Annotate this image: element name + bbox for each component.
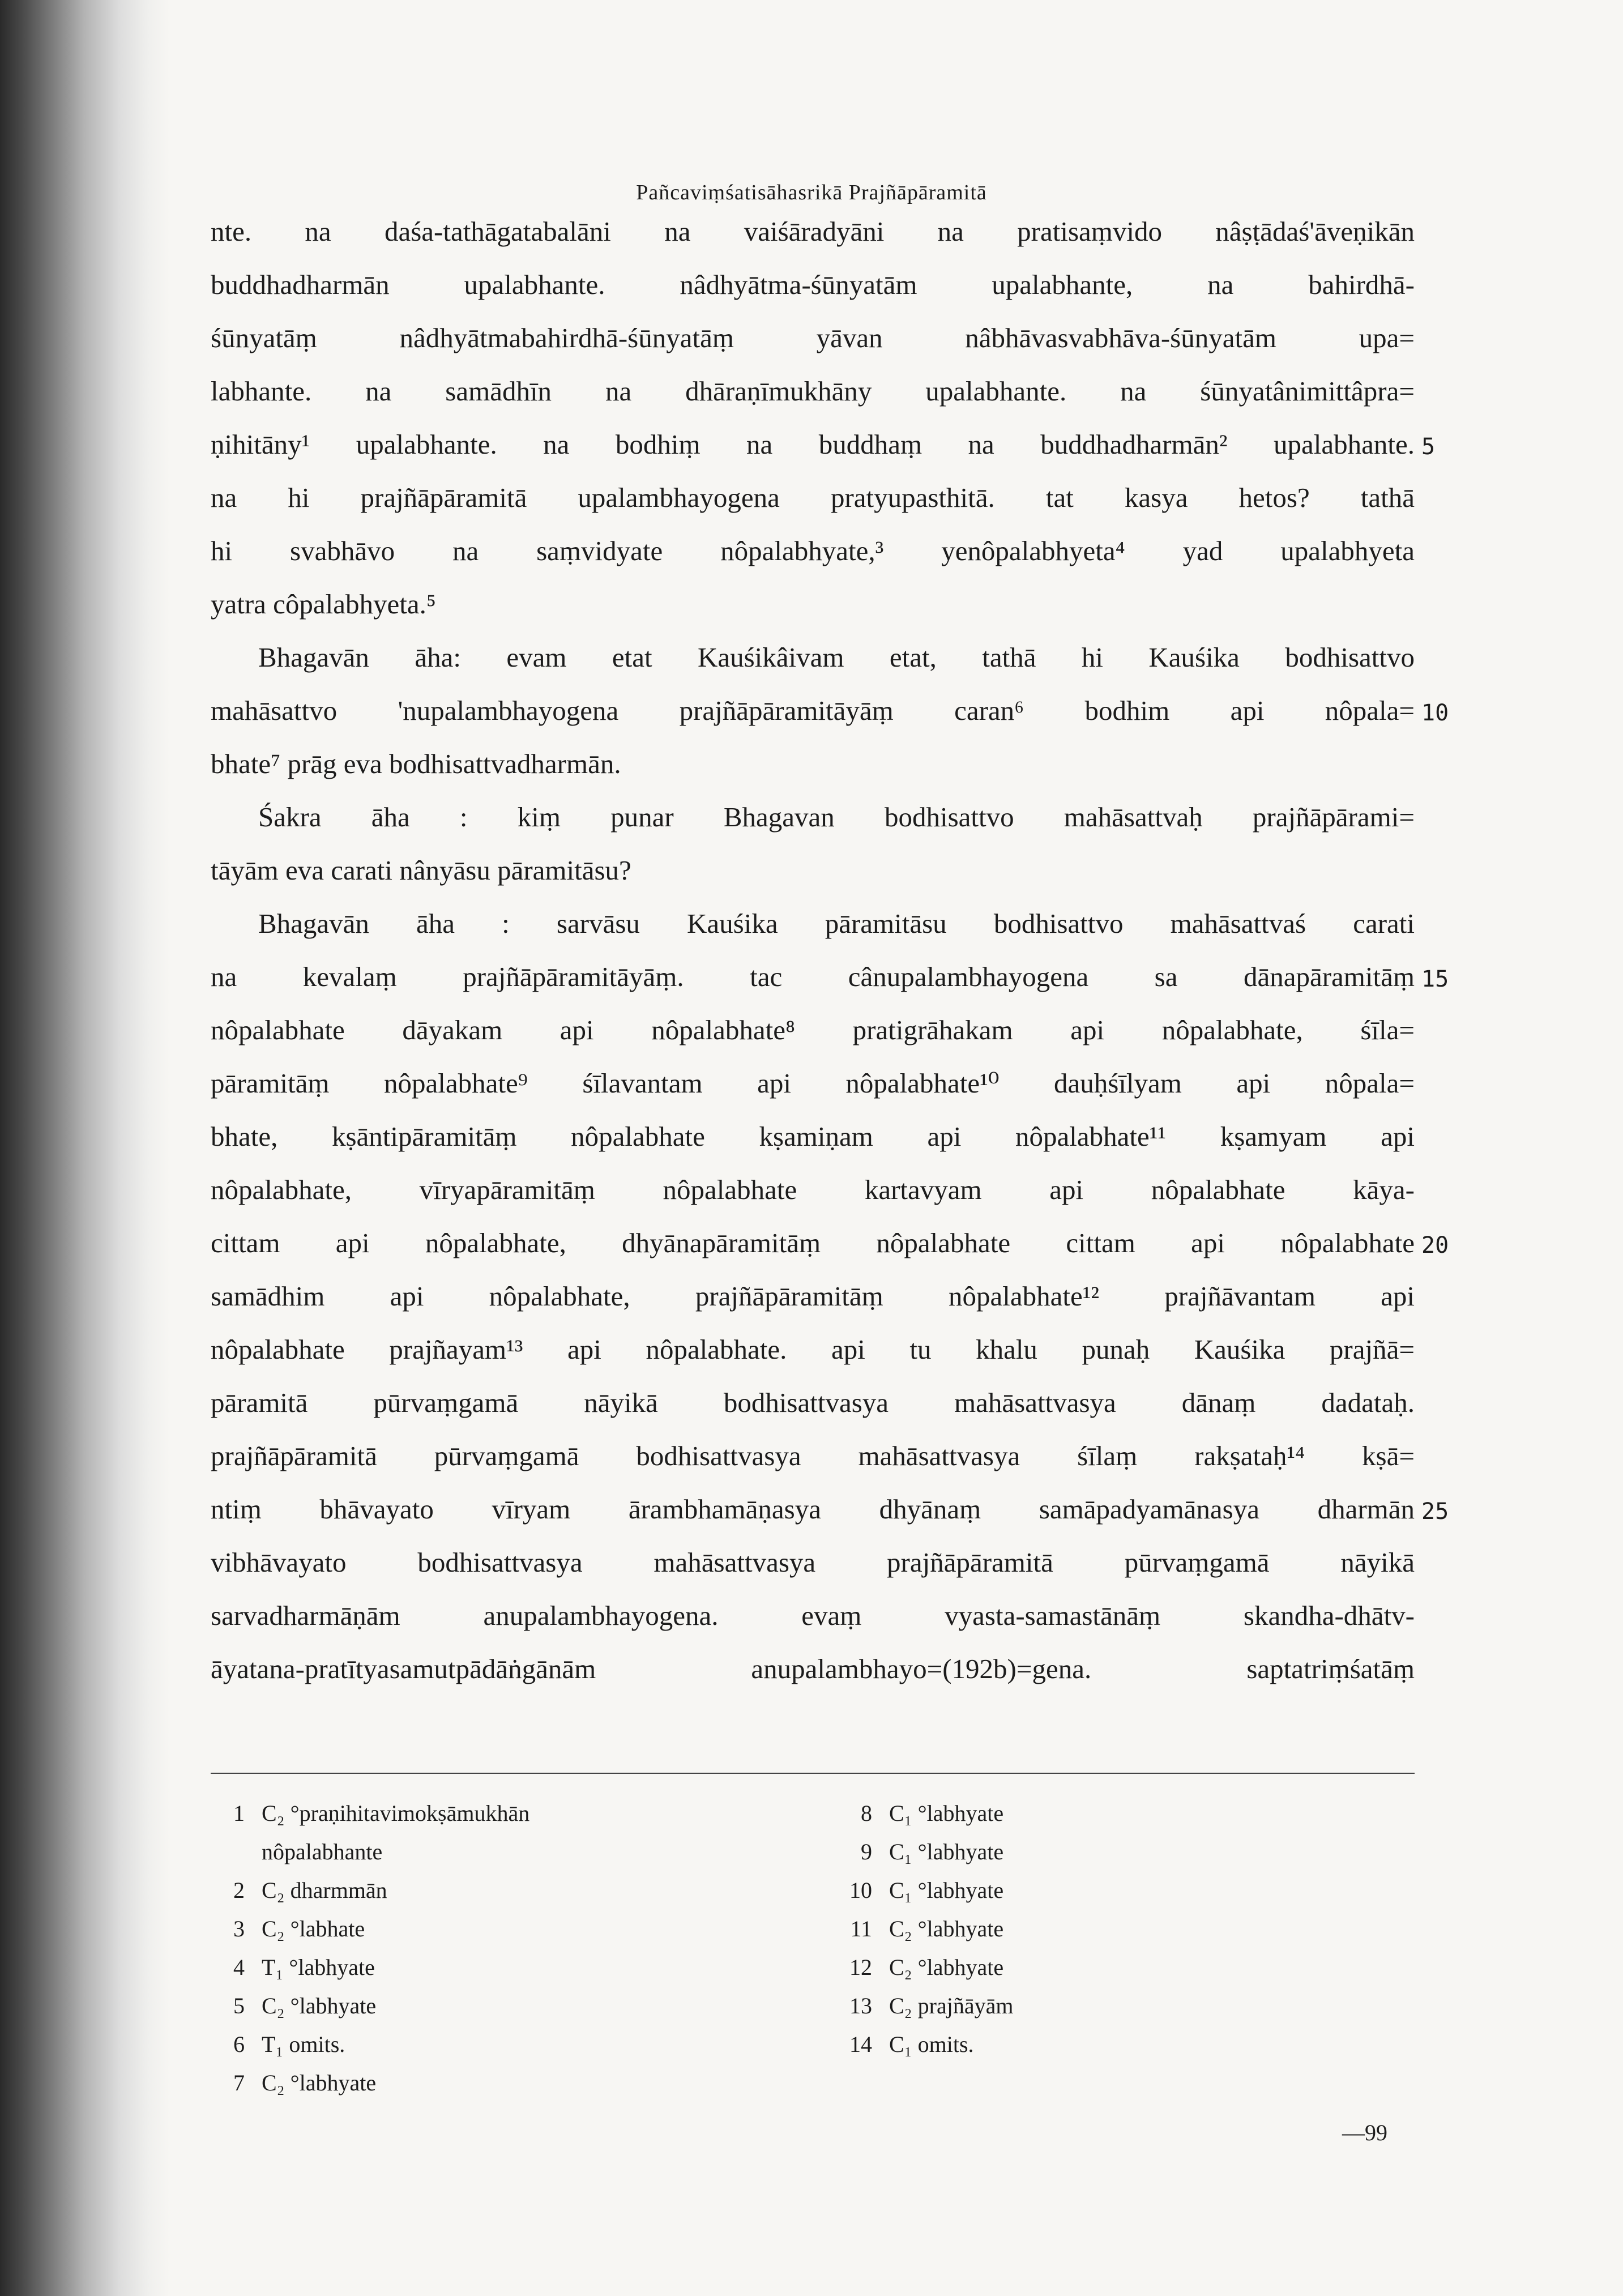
body-line: nôpalabhate, vīryapāramitāṃ nôpalabhate kartavyam api nôpalabhate kāya- — [211, 1174, 1415, 1205]
body-line: pāramitā pūrvaṃgamā nāyikā bodhisattvasya mahāsattvasya dānaṃ dadataḥ. — [211, 1387, 1415, 1418]
footnote-text: C₂ °labhyate — [262, 2070, 377, 2096]
body-line: na hi prajñāpāramitā upalambhayogena pratyupasthitā. tat kasya hetos? tathā — [211, 482, 1415, 513]
footnote-text: nôpalabhante — [262, 1839, 383, 1864]
body-line: labhante. na samādhīn na dhāraṇīmukhāny upalabhante. na śūnyatânimittâpra= — [211, 375, 1415, 407]
footnote — [211, 2069, 376, 2096]
body-line: buddhadharmān upalabhante. nâdhyātma-śūnyatām upalabhante, na bahirdhā- — [211, 269, 1415, 300]
footnote — [838, 1877, 1003, 1904]
line-number: 15 — [1421, 966, 1449, 992]
line-number: 10 — [1421, 700, 1449, 726]
footnote — [838, 1915, 1003, 1942]
footnote — [211, 2031, 345, 2058]
body-line: cittam api nôpalabhate, dhyānapāramitāṃ nôpalabhate cittam api nôpalabhate — [211, 1227, 1415, 1258]
footnote-number: 5 — [233, 1993, 245, 2018]
footnote-text: C₂ °praṇihitavimokṣāmukhān — [262, 1800, 530, 1826]
footnote-number: 10 — [849, 1877, 872, 1903]
footnote-text: C₁ °labhyate — [889, 1800, 1004, 1826]
line-number: 25 — [1421, 1499, 1449, 1525]
footnote-number: 8 — [861, 1800, 872, 1826]
footnote — [838, 1838, 1003, 1865]
footnote — [838, 1800, 1003, 1826]
footnote — [838, 1954, 1003, 1981]
footnote-text: C₁ omits. — [889, 2032, 974, 2057]
footnote-number: 12 — [849, 1954, 872, 1980]
body-line: mahāsattvo 'nupalambhayogena prajñāpāramitāyāṃ caran⁶ bodhim api nôpala= — [211, 695, 1415, 726]
footnote-text: C₂ dharmmān — [262, 1877, 387, 1903]
body-line: samādhim api nôpalabhate, prajñāpāramitāṃ nôpalabhate¹² prajñāvantam api — [211, 1281, 1415, 1312]
footnote-number: 2 — [233, 1877, 245, 1903]
body-line: nôpalabhate prajñayam¹³ api nôpalabhate. api tu khalu punaḥ Kauśika prajñā= — [211, 1334, 1415, 1365]
footnote-number: 1 — [233, 1800, 245, 1826]
footnote — [211, 1800, 529, 1826]
body-line: yatra côpalabhyeta.⁵ — [211, 588, 436, 620]
body-line: āyatana-pratītyasamutpādāṅgānām anupalambhayo=(192b)=gena. saptatriṃśatāṃ — [211, 1653, 1415, 1684]
running-head: Pañcaviṃśatisāhasrikā Prajñāpāramitā — [636, 181, 987, 204]
footnote-text: C₂ °labhyate — [262, 1993, 377, 2018]
footnote-text: C₁ °labhyate — [889, 1877, 1004, 1903]
footnote — [211, 1915, 365, 1942]
footnote-number: 13 — [849, 1993, 872, 2018]
body-line: sarvadharmāṇām anupalambhayogena. evaṃ vyasta-samastānāṃ skandha-dhātv- — [211, 1600, 1415, 1631]
body-line: prajñāpāramitā pūrvaṃgamā bodhisattvasya mahāsattvasya śīlaṃ rakṣataḥ¹⁴ kṣā= — [211, 1440, 1415, 1471]
footnote-number: 14 — [849, 2032, 872, 2057]
footnote-text: C₂ °labhyate — [889, 1954, 1004, 1980]
body-line: hi svabhāvo na saṃvidyate nôpalabhyate,³ yenôpalabhyeta⁴ yad upalabhyeta — [211, 535, 1415, 566]
footnote — [211, 1954, 375, 1981]
body-line: nte. na daśa-tathāgatabalāni na vaiśāradyāni na pratisaṃvido nâṣṭādaś'āveṇikān — [211, 216, 1415, 247]
footnote-text: C₂ °labhate — [262, 1916, 365, 1941]
footnote-number: 11 — [850, 1916, 872, 1941]
body-line: Bhagavān āha: evam etat Kauśikâivam etat, tathā hi Kauśika bodhisattvo — [258, 642, 1415, 673]
line-number: 20 — [1421, 1232, 1449, 1258]
footnote-text: C₁ °labhyate — [889, 1839, 1004, 1864]
footnote-text: C₂ prajñāyām — [889, 1993, 1014, 2018]
body-line: tāyām eva carati nânyāsu pāramitāsu? — [211, 855, 631, 886]
footnote-number: 6 — [233, 2032, 245, 2057]
footnote — [211, 1838, 382, 1865]
body-line: pāramitāṃ nôpalabhate⁹ śīlavantam api nôpalabhate¹⁰ dauḥśīlyam api nôpala= — [211, 1068, 1415, 1099]
body-line: Bhagavān āha : sarvāsu Kauśika pāramitāsu bodhisattvo mahāsattvaś carati — [258, 908, 1415, 939]
footnote-number: 4 — [233, 1954, 245, 1980]
body-line: bhate, kṣāntipāramitāṃ nôpalabhate kṣamiṇam api nôpalabhate¹¹ kṣamyam api — [211, 1121, 1415, 1152]
body-line: śūnyatāṃ nâdhyātmabahirdhā-śūnyatāṃ yāvan nâbhāvasvabhāva-śūnyatām upa= — [211, 322, 1415, 353]
body-line: vibhāvayato bodhisattvasya mahāsattvasya prajñāpāramitā pūrvaṃgamā nāyikā — [211, 1547, 1415, 1578]
page-number: —99 — [1342, 2120, 1387, 2145]
footnote — [211, 1992, 376, 2019]
footnote — [211, 1877, 387, 1904]
footnote-number: 3 — [233, 1916, 245, 1941]
body-line: bhate⁷ prāg eva bodhisattvadharmān. — [211, 748, 621, 779]
footnote — [838, 2031, 974, 2058]
footnote — [838, 1992, 1013, 2019]
footnote-number: 7 — [233, 2070, 245, 2096]
footnote-text: T₁ °labhyate — [262, 1954, 375, 1980]
footnote-text: C₂ °labhyate — [889, 1916, 1004, 1941]
body-line: Śakra āha : kiṃ punar Bhagavan bodhisattvo mahāsattvaḥ prajñāpārami= — [258, 801, 1415, 833]
body-line: ṇihitāny¹ upalabhante. na bodhiṃ na buddhaṃ na buddhadharmān² upalabhante. — [211, 429, 1415, 460]
body-line: ntiṃ bhāvayato vīryam ārambhamāṇasya dhyānaṃ samāpadyamānasya dharmān — [211, 1493, 1415, 1525]
body-line: na kevalaṃ prajñāpāramitāyāṃ. tac cânupalambhayogena sa dānapāramitāṃ — [211, 961, 1415, 992]
footnote-rule — [211, 1773, 1415, 1774]
body-line: nôpalabhate dāyakam api nôpalabhate⁸ pratigrāhakam api nôpalabhate, śīla= — [211, 1014, 1415, 1045]
line-number: 5 — [1421, 434, 1436, 460]
footnote-text: T₁ omits. — [262, 2032, 345, 2057]
footnote-number: 9 — [861, 1839, 872, 1864]
